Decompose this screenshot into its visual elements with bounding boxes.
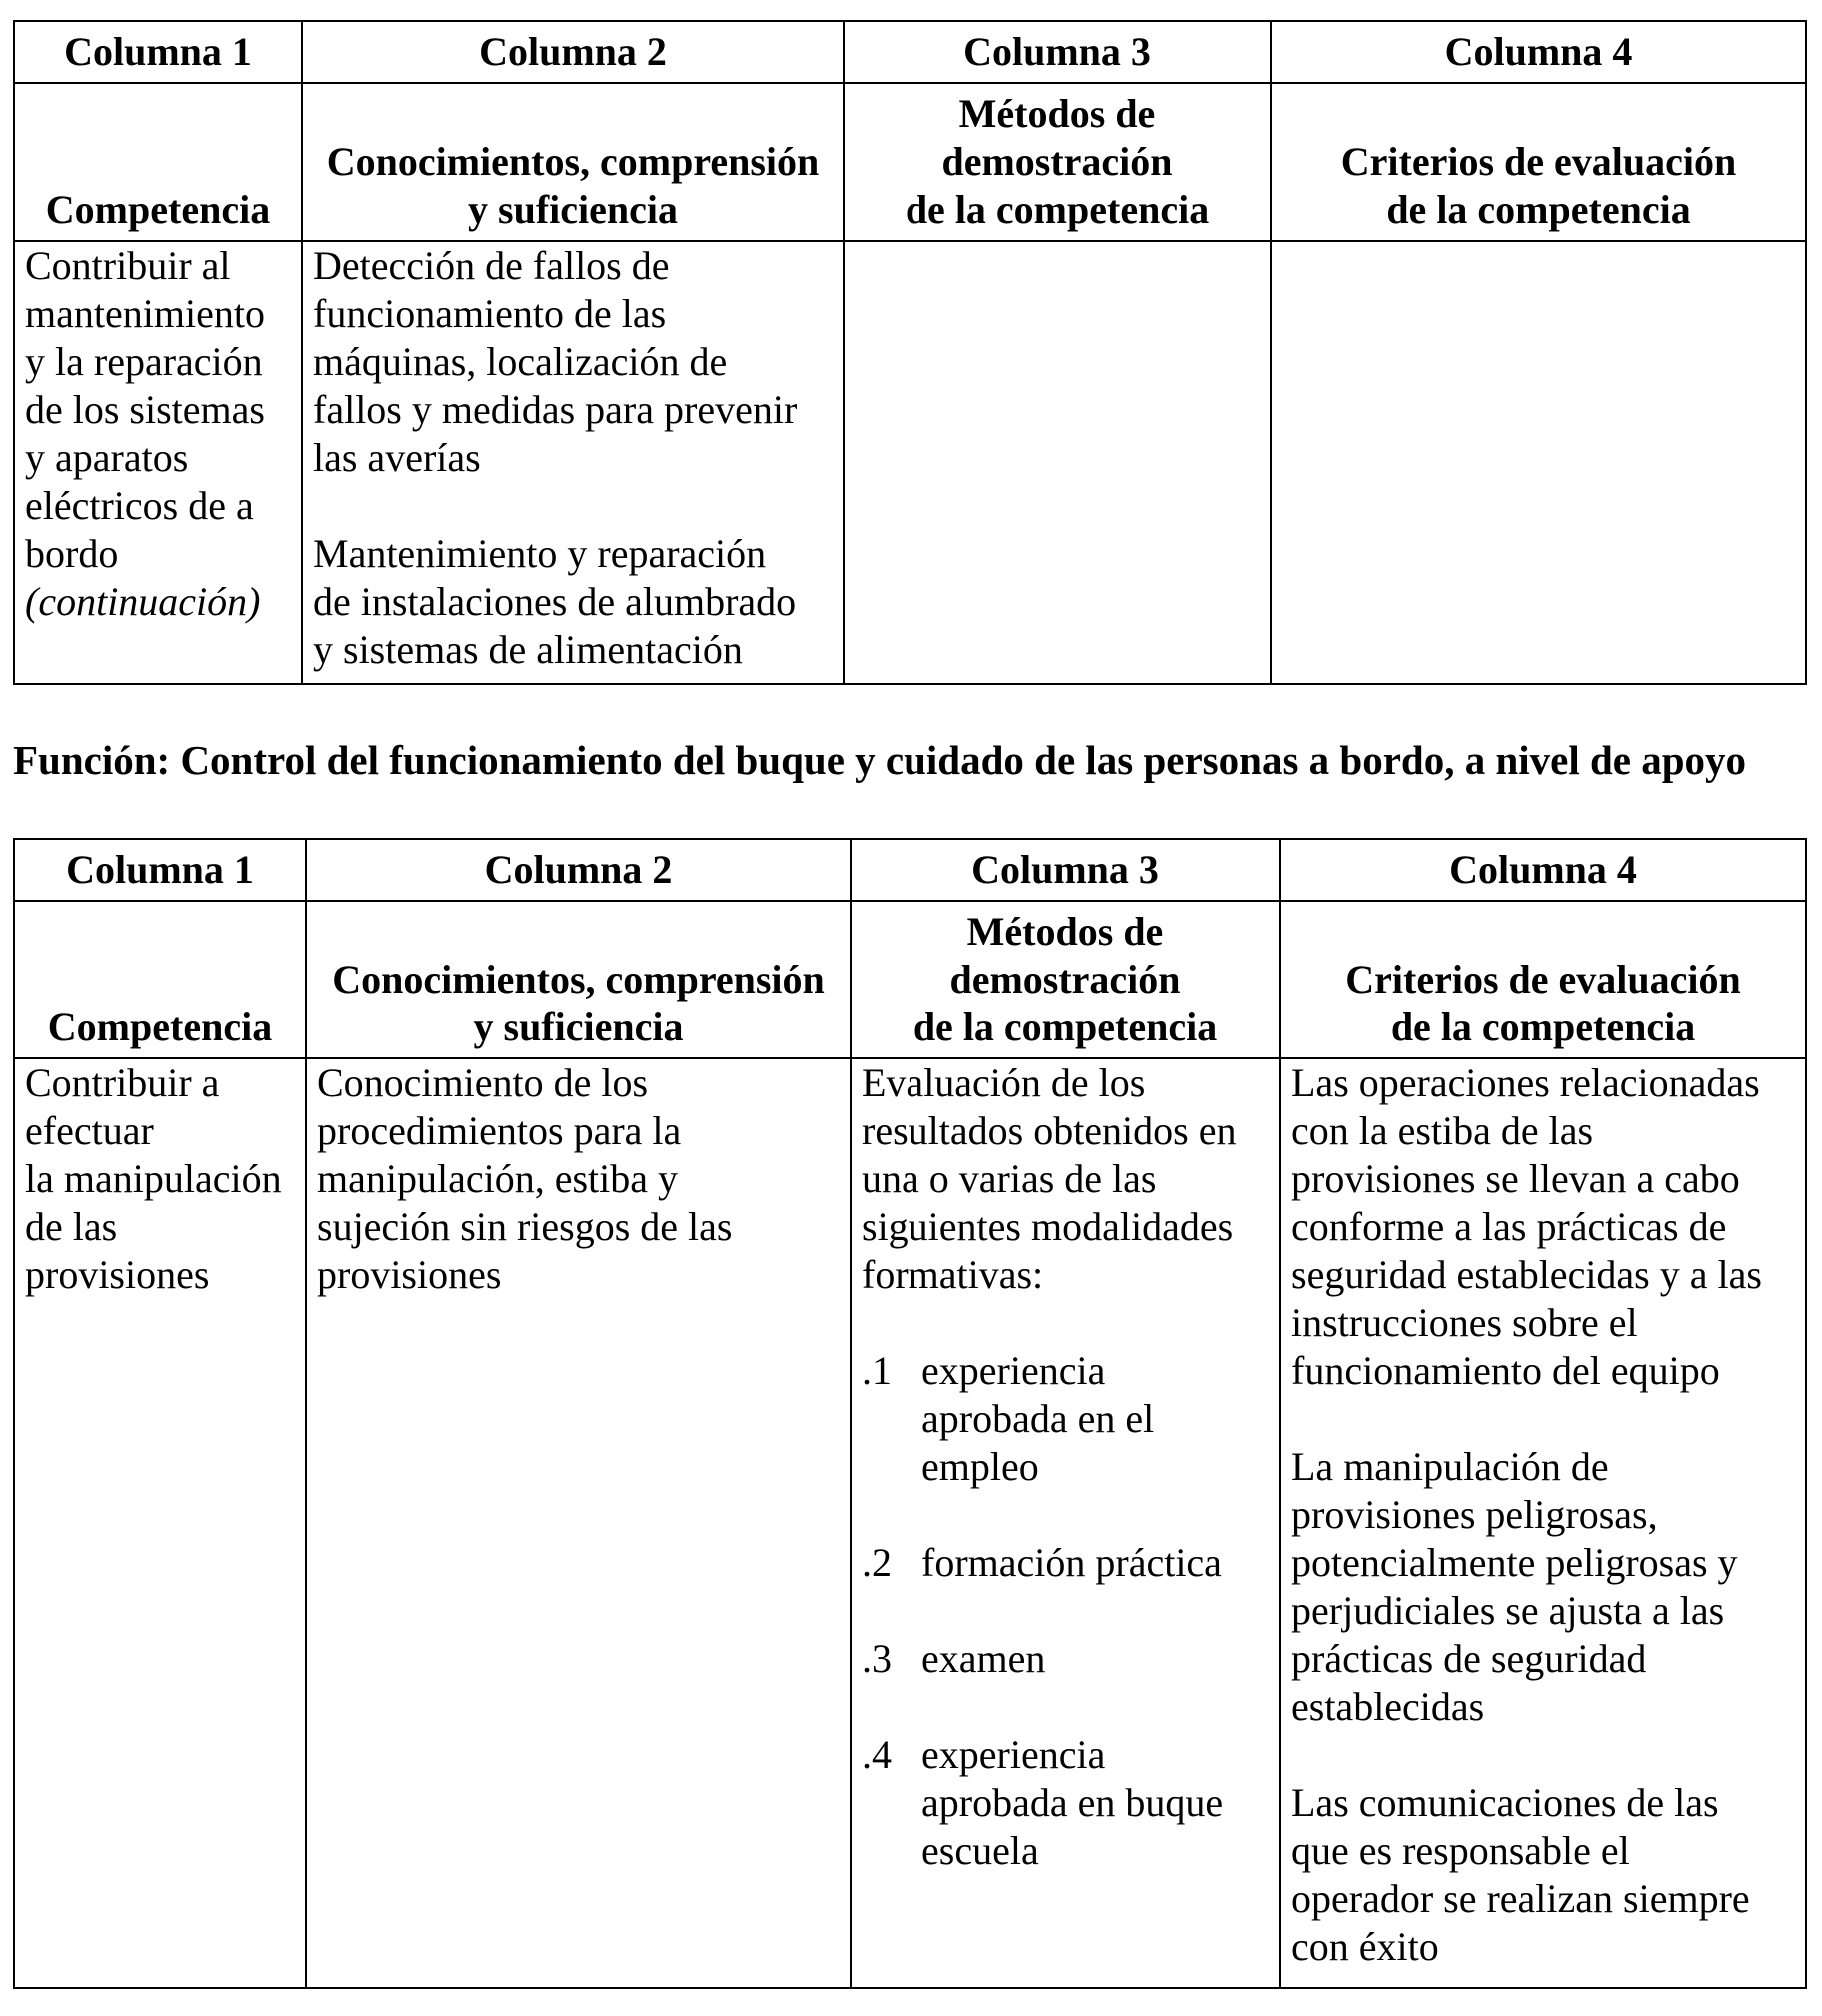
header-criterios: Criterios de evaluación de la competencia: [1271, 83, 1806, 241]
list-item-text: formación práctica: [921, 1540, 1222, 1585]
cell-competencia: Contribuir a efectuar la manipulación de las provisiones: [14, 1058, 306, 1988]
column-number: Columna 3: [844, 21, 1271, 83]
list-item-number: .3: [862, 1636, 892, 1681]
criterio-text: La manipulación de provisiones peligrosas, potencialmente peligrosas y perjudiciales se ajusta a las prácticas de seguridad establecidas: [1291, 1444, 1738, 1729]
header-conocimientos: Conocimientos, comprensión y suficiencia: [302, 83, 844, 241]
list-item: [862, 1731, 1269, 1875]
header-row: [14, 83, 1806, 241]
competence-table: [13, 838, 1807, 1989]
header-competencia: Competencia: [14, 901, 306, 1058]
cell-metodos: [844, 241, 1271, 684]
list-item-number: .2: [862, 1540, 892, 1585]
header-criterios: Criterios de evaluación de la competencia: [1280, 901, 1806, 1058]
list-item-text: experiencia aprobada en el empleo: [921, 1348, 1155, 1489]
column-number-row: [14, 21, 1806, 83]
column-number-row: [14, 839, 1806, 901]
criterio-text: Las comunicaciones de las que es responsable el operador se realizan siempre con éxito: [1291, 1780, 1750, 1969]
metodos-list: [862, 1347, 1269, 1875]
table-row: [14, 241, 1806, 684]
competencia-text: Contribuir al mantenimiento y la reparación de los sistemas y aparatos eléctricos de a bordo: [25, 243, 265, 576]
list-item-text: examen: [921, 1636, 1046, 1681]
conocimientos-text: Mantenimiento y reparación de instalaciones de alumbrado y sistemas de alimentación: [313, 531, 797, 672]
column-number: Columna 2: [306, 839, 851, 901]
column-number: Columna 3: [851, 839, 1280, 901]
list-item: [862, 1347, 1269, 1491]
cell-conocimientos: [302, 241, 844, 684]
cell-criterios: [1280, 1058, 1806, 1988]
list-item: [862, 1635, 1269, 1683]
criterio-text: Las operaciones relacionadas con la estiba de las provisiones se llevan a cabo conforme a las prácticas de seguridad establecidas y a las instrucciones sobre el funcionamiento del equipo: [1291, 1060, 1762, 1393]
cell-criterios: [1271, 241, 1806, 684]
column-number: Columna 4: [1271, 21, 1806, 83]
list-item-number: .4: [862, 1732, 892, 1777]
column-number: Columna 1: [14, 839, 306, 901]
column-number: Columna 1: [14, 21, 302, 83]
list-item-number: .1: [862, 1348, 892, 1393]
header-conocimientos: Conocimientos, comprensión y suficiencia: [306, 901, 851, 1058]
cell-competencia: [14, 241, 302, 684]
header-competencia: Competencia: [14, 83, 302, 241]
competence-table-continuation: [13, 20, 1807, 685]
cell-metodos: [851, 1058, 1280, 1988]
header-row: [14, 901, 1806, 1058]
column-number: Columna 2: [302, 21, 844, 83]
list-item-text: experiencia aprobada en buque escuela: [921, 1732, 1224, 1873]
function-heading: Función: Control del funcionamiento del buque y cuidado de las personas a bordo, a nivel de apoyo: [13, 737, 1747, 783]
column-number: Columna 4: [1280, 839, 1806, 901]
table-row: [14, 1058, 1806, 1988]
continuation-note: (continuación): [25, 579, 261, 624]
list-item: [862, 1539, 1269, 1587]
conocimientos-text: Detección de fallos de funcionamiento de las máquinas, localización de fallos y medidas para prevenir las averías: [313, 243, 798, 480]
header-metodos: Métodos de demostración de la competencia: [844, 83, 1271, 241]
cell-conocimientos: Conocimiento de los procedimientos para la manipulación, estiba y sujeción sin riesgos de las provisiones: [306, 1058, 851, 1988]
metodos-intro: Evaluación de los resultados obtenidos en una o varias de las siguientes modalidades formativas:: [862, 1060, 1237, 1297]
header-metodos: Métodos de demostración de la competencia: [851, 901, 1280, 1058]
